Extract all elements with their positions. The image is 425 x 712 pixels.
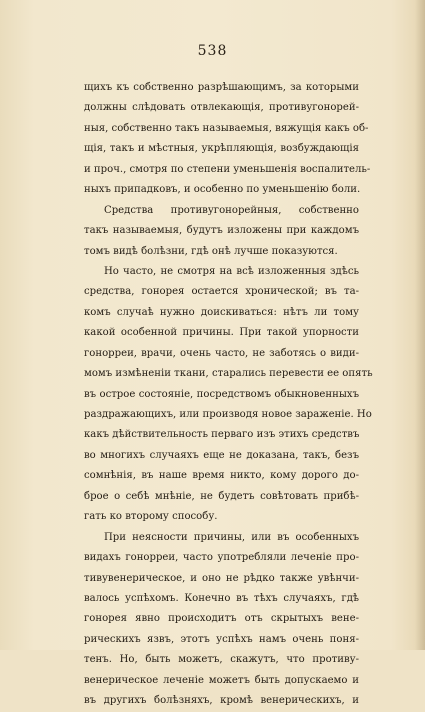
- text-line: валось успѣхомъ. Конечно въ тѣхъ случаяхъ, гдѣ: [84, 592, 359, 604]
- text-line: ныя, собственно такъ называемыя, вяжущія какъ об-: [84, 122, 369, 134]
- text-line: комъ случаѣ нужно доискиваться: нѣтъ ли тому: [84, 306, 359, 318]
- text-line: Но часто, не смотря на всѣ изложенныя здѣсь: [104, 265, 359, 277]
- text-line: щія, такъ и мѣстныя, укрѣпляющія, возбуждающія: [84, 143, 359, 155]
- text-line: и проч., смотря по степени уменьшенія воспалитель-: [84, 163, 371, 175]
- text-line: видахъ гонорреи, часто употребляли леченіе про-: [84, 552, 359, 564]
- text-line: томъ видѣ болѣзни, гдѣ онѣ лучше показуются.: [84, 245, 338, 257]
- text-line: ныхъ припадковъ, и особенно по уменьшенію боли.: [84, 184, 361, 196]
- text-line: рическихъ язвъ, этотъ успѣхъ намъ очень поня-: [84, 633, 359, 645]
- text-line: венерическое леченіе можетъ быть допускаемо и: [84, 674, 359, 686]
- text-line: Средства противугонорейныя, собственно: [104, 204, 359, 216]
- page-number: 538: [197, 43, 228, 59]
- text-line: раздражающихъ, или производя новое зараженіе. Но: [84, 409, 372, 420]
- body-text: [84, 78, 373, 712]
- text-line: сомнѣнія, въ наше время никто, кому дорого до-: [84, 470, 359, 482]
- text-line: тивувенерическое, и оно не рѣдко также увѣнчи-: [84, 572, 359, 584]
- text-line: момъ измѣненіи ткани, старались перевести ее опять: [84, 368, 373, 380]
- text-line: такъ называемыя, будутъ изложены при каждомъ: [84, 225, 359, 237]
- text-line: какъ дѣйствительность перваго изъ этихъ средствъ: [84, 429, 360, 441]
- text-line: должны слѣдовать отвлекающія, противугонорей-: [84, 102, 359, 114]
- text-line: въ другихъ болѣзняхъ, кромѣ венерическихъ, и: [84, 695, 359, 707]
- text-line: какой особенной причины. При такой упорности: [84, 327, 359, 339]
- text-line: тенъ. Но, быть можетъ, скажутъ, что противу-: [84, 654, 359, 666]
- text-line: гать ко второму способу.: [84, 511, 218, 523]
- text-line: щихъ къ собственно разрѣшающимъ, за которыми: [84, 82, 359, 93]
- text-line: во многихъ случаяхъ еще не доказана, такъ, безъ: [84, 449, 359, 461]
- text-line: При неясности причины, или въ особенныхъ: [104, 531, 359, 543]
- text-line: въ острое состояніе, посредствомъ обыкновенныхъ: [84, 388, 359, 400]
- text-line: гонорреи, врачи, очень часто, не заботясь о види-: [84, 347, 359, 359]
- text-line: гонорея явно происходитъ отъ скрытыхъ вене-: [84, 613, 359, 625]
- text-line: брое о себѣ мнѣніе, не будетъ совѣтовать прибѣ-: [84, 490, 359, 502]
- text-line: средства, гонорея остается хронической; въ та-: [84, 286, 359, 298]
- page-edge-shadow: [415, 0, 425, 650]
